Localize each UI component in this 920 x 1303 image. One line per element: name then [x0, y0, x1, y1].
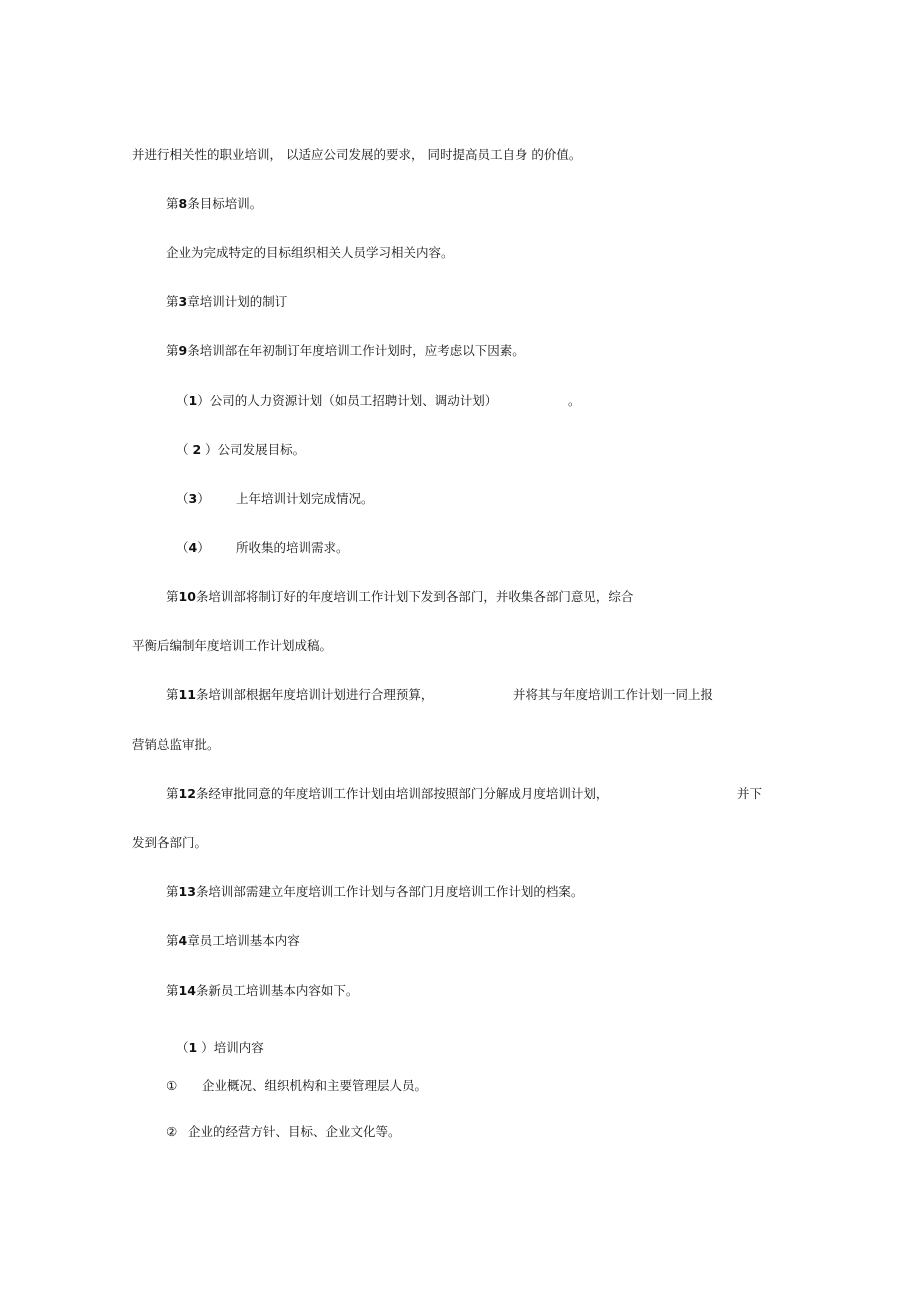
chapter-4-heading: 第4章员工培训基本内容: [166, 933, 300, 948]
article-11-continuation: 营销总监审批。: [132, 737, 220, 752]
paragraph-continuation: 并进行相关性的职业培训， 以适应公司发展的要求， 同时提高员工自身 的价值。: [132, 147, 582, 162]
article-10: 第10条培训部将制订好的年度培训工作计划下发到各部门，并收集各部门意见，综合: [166, 589, 634, 604]
article-8-body: 企业为完成特定的目标组织相关人员学习相关内容。: [166, 245, 454, 260]
article-11: 第11条培训部根据年度培训计划进行合理预算， 并将其与年度培训工作计划一同上报: [166, 687, 714, 702]
content-item-2: ② 企业的经营方针、目标、企业文化等。: [166, 1124, 401, 1139]
article-10-continuation: 平衡后编制年度培训工作计划成稿。: [132, 638, 333, 653]
article-8-heading: 第8条目标培训。: [166, 196, 263, 211]
factor-3: （3） 上年培训计划完成情况。: [176, 491, 374, 506]
chapter-3-heading: 第3章培训计划的制订: [166, 294, 288, 309]
factor-2: （ 2 ）公司发展目标。: [176, 442, 306, 457]
training-content-heading: （1 ）培训内容: [176, 1040, 264, 1055]
factor-1: （1）公司的人力资源计划（如员工招聘计划、调动计划） 。: [176, 393, 581, 408]
factor-4: （4） 所收集的培训需求。: [176, 540, 349, 555]
article-12-continuation: 发到各部门。: [132, 835, 208, 850]
content-item-1: ① 企业概况、组织机构和主要管理层人员。: [166, 1078, 428, 1093]
article-13: 第13条培训部需建立年度培训工作计划与各部门月度培训工作计划的档案。: [166, 884, 584, 899]
article-14: 第14条新员工培训基本内容如下。: [166, 983, 359, 998]
article-9-heading: 第9条培训部在年初制订年度培训工作计划时，应考虑以下因素。: [166, 343, 525, 358]
article-12: 第12条经审批同意的年度培训工作计划由培训部按照部门分解成月度培训计划， 并下: [166, 786, 763, 801]
